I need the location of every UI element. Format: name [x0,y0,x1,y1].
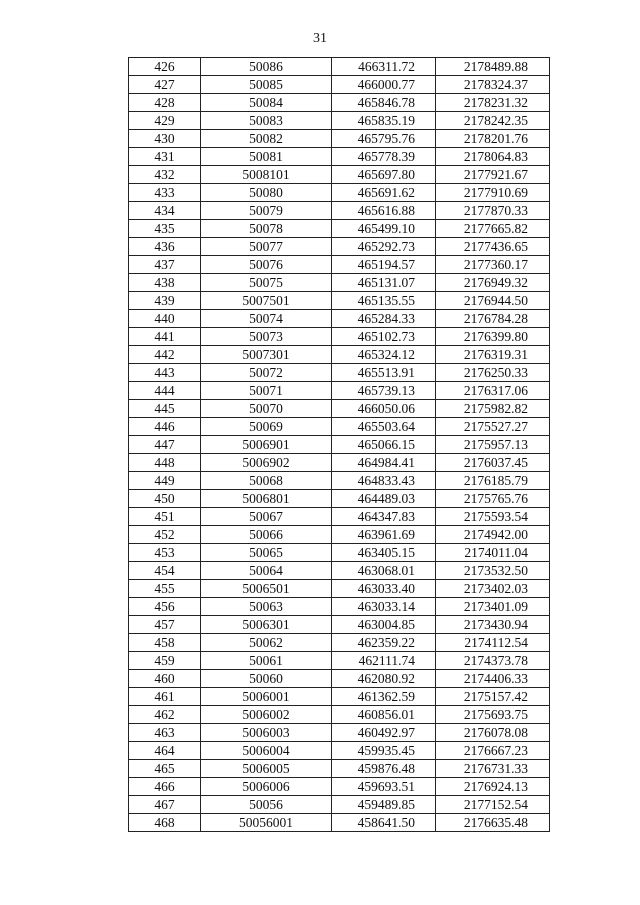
row-index-cell: 452 [129,526,201,544]
point-id-cell: 5006001 [201,688,332,706]
point-id-cell: 5006301 [201,616,332,634]
point-id-cell: 50075 [201,274,332,292]
x-coordinate-cell: 463033.40 [332,580,436,598]
table-row [129,652,550,670]
row-index-cell: 464 [129,742,201,760]
row-index-cell: 459 [129,652,201,670]
x-coordinate-cell: 465778.39 [332,148,436,166]
point-id-cell: 50056001 [201,814,332,832]
point-id-cell: 50063 [201,598,332,616]
x-coordinate-cell: 462080.92 [332,670,436,688]
x-coordinate-cell: 465616.88 [332,202,436,220]
point-id-cell: 50080 [201,184,332,202]
y-coordinate-cell: 2176319.31 [436,346,550,364]
y-coordinate-cell: 2175593.54 [436,508,550,526]
y-coordinate-cell: 2176667.23 [436,742,550,760]
x-coordinate-cell: 463961.69 [332,526,436,544]
y-coordinate-cell: 2173430.94 [436,616,550,634]
x-coordinate-cell: 465066.15 [332,436,436,454]
row-index-cell: 458 [129,634,201,652]
row-index-cell: 448 [129,454,201,472]
table-row [129,76,550,94]
point-id-cell: 50081 [201,148,332,166]
x-coordinate-cell: 464347.83 [332,508,436,526]
x-coordinate-cell: 459935.45 [332,742,436,760]
row-index-cell: 430 [129,130,201,148]
table-row [129,508,550,526]
point-id-cell: 50072 [201,364,332,382]
point-id-cell: 5008101 [201,166,332,184]
table-row [129,526,550,544]
row-index-cell: 435 [129,220,201,238]
point-id-cell: 50066 [201,526,332,544]
x-coordinate-cell: 466000.77 [332,76,436,94]
y-coordinate-cell: 2176924.13 [436,778,550,796]
y-coordinate-cell: 2176944.50 [436,292,550,310]
x-coordinate-cell: 460492.97 [332,724,436,742]
x-coordinate-cell: 465292.73 [332,238,436,256]
row-index-cell: 455 [129,580,201,598]
row-index-cell: 427 [129,76,201,94]
point-id-cell: 50060 [201,670,332,688]
point-id-cell: 50068 [201,472,332,490]
table-row [129,634,550,652]
x-coordinate-cell: 465846.78 [332,94,436,112]
y-coordinate-cell: 2177870.33 [436,202,550,220]
y-coordinate-cell: 2178064.83 [436,148,550,166]
y-coordinate-cell: 2176037.45 [436,454,550,472]
row-index-cell: 443 [129,364,201,382]
point-id-cell: 5006006 [201,778,332,796]
point-id-cell: 50078 [201,220,332,238]
row-index-cell: 449 [129,472,201,490]
coordinates-table [128,57,550,832]
row-index-cell: 440 [129,310,201,328]
x-coordinate-cell: 460856.01 [332,706,436,724]
x-coordinate-cell: 463033.14 [332,598,436,616]
point-id-cell: 50069 [201,418,332,436]
y-coordinate-cell: 2177152.54 [436,796,550,814]
y-coordinate-cell: 2176731.33 [436,760,550,778]
point-id-cell: 50071 [201,382,332,400]
x-coordinate-cell: 459693.51 [332,778,436,796]
x-coordinate-cell: 458641.50 [332,814,436,832]
table-row [129,58,550,76]
row-index-cell: 463 [129,724,201,742]
x-coordinate-cell: 465691.62 [332,184,436,202]
row-index-cell: 441 [129,328,201,346]
point-id-cell: 5007501 [201,292,332,310]
x-coordinate-cell: 465503.64 [332,418,436,436]
point-id-cell: 50064 [201,562,332,580]
y-coordinate-cell: 2173401.09 [436,598,550,616]
y-coordinate-cell: 2175982.82 [436,400,550,418]
table-row [129,364,550,382]
table-row [129,688,550,706]
y-coordinate-cell: 2173532.50 [436,562,550,580]
table-row [129,778,550,796]
table-row [129,436,550,454]
x-coordinate-cell: 464833.43 [332,472,436,490]
point-id-cell: 50056 [201,796,332,814]
x-coordinate-cell: 466050.06 [332,400,436,418]
x-coordinate-cell: 465194.57 [332,256,436,274]
table-row [129,472,550,490]
point-id-cell: 50062 [201,634,332,652]
row-index-cell: 466 [129,778,201,796]
y-coordinate-cell: 2176317.06 [436,382,550,400]
point-id-cell: 50076 [201,256,332,274]
table-row [129,562,550,580]
point-id-cell: 5006004 [201,742,332,760]
point-id-cell: 50074 [201,310,332,328]
x-coordinate-cell: 465284.33 [332,310,436,328]
y-coordinate-cell: 2176250.33 [436,364,550,382]
y-coordinate-cell: 2177360.17 [436,256,550,274]
y-coordinate-cell: 2175957.13 [436,436,550,454]
row-index-cell: 438 [129,274,201,292]
x-coordinate-cell: 459876.48 [332,760,436,778]
point-id-cell: 50077 [201,238,332,256]
row-index-cell: 433 [129,184,201,202]
row-index-cell: 426 [129,58,201,76]
row-index-cell: 444 [129,382,201,400]
table-row [129,760,550,778]
row-index-cell: 436 [129,238,201,256]
table-row [129,94,550,112]
x-coordinate-cell: 465135.55 [332,292,436,310]
row-index-cell: 462 [129,706,201,724]
row-index-cell: 467 [129,796,201,814]
x-coordinate-cell: 465835.19 [332,112,436,130]
table-row [129,544,550,562]
point-id-cell: 50082 [201,130,332,148]
point-id-cell: 5007301 [201,346,332,364]
point-id-cell: 5006902 [201,454,332,472]
row-index-cell: 460 [129,670,201,688]
y-coordinate-cell: 2177921.67 [436,166,550,184]
y-coordinate-cell: 2176949.32 [436,274,550,292]
table-row [129,742,550,760]
table-row [129,670,550,688]
y-coordinate-cell: 2176635.48 [436,814,550,832]
y-coordinate-cell: 2174112.54 [436,634,550,652]
y-coordinate-cell: 2175157.42 [436,688,550,706]
y-coordinate-cell: 2174942.00 [436,526,550,544]
row-index-cell: 461 [129,688,201,706]
table-row [129,382,550,400]
point-id-cell: 50067 [201,508,332,526]
y-coordinate-cell: 2174406.33 [436,670,550,688]
table-row [129,454,550,472]
point-id-cell: 50073 [201,328,332,346]
y-coordinate-cell: 2174011.04 [436,544,550,562]
table-row [129,130,550,148]
row-index-cell: 429 [129,112,201,130]
point-id-cell: 5006005 [201,760,332,778]
row-index-cell: 456 [129,598,201,616]
table-row [129,184,550,202]
table-row [129,256,550,274]
y-coordinate-cell: 2176399.80 [436,328,550,346]
point-id-cell: 50084 [201,94,332,112]
point-id-cell: 50085 [201,76,332,94]
x-coordinate-cell: 465102.73 [332,328,436,346]
y-coordinate-cell: 2175693.75 [436,706,550,724]
x-coordinate-cell: 465795.76 [332,130,436,148]
table-row [129,616,550,634]
y-coordinate-cell: 2173402.03 [436,580,550,598]
x-coordinate-cell: 463068.01 [332,562,436,580]
y-coordinate-cell: 2174373.78 [436,652,550,670]
row-index-cell: 439 [129,292,201,310]
x-coordinate-cell: 463004.85 [332,616,436,634]
table-row [129,580,550,598]
point-id-cell: 50086 [201,58,332,76]
y-coordinate-cell: 2176185.79 [436,472,550,490]
row-index-cell: 428 [129,94,201,112]
x-coordinate-cell: 463405.15 [332,544,436,562]
x-coordinate-cell: 465697.80 [332,166,436,184]
row-index-cell: 442 [129,346,201,364]
y-coordinate-cell: 2176078.08 [436,724,550,742]
y-coordinate-cell: 2177665.82 [436,220,550,238]
x-coordinate-cell: 465513.91 [332,364,436,382]
x-coordinate-cell: 464489.03 [332,490,436,508]
table-row [129,148,550,166]
row-index-cell: 450 [129,490,201,508]
page-number: 31 [313,31,327,46]
point-id-cell: 50079 [201,202,332,220]
x-coordinate-cell: 465324.12 [332,346,436,364]
table-row [129,598,550,616]
table-row [129,418,550,436]
y-coordinate-cell: 2177436.65 [436,238,550,256]
table-row [129,112,550,130]
x-coordinate-cell: 462359.22 [332,634,436,652]
row-index-cell: 434 [129,202,201,220]
x-coordinate-cell: 465739.13 [332,382,436,400]
table-row [129,400,550,418]
point-id-cell: 50083 [201,112,332,130]
table-row [129,346,550,364]
x-coordinate-cell: 465131.07 [332,274,436,292]
table-row [129,310,550,328]
point-id-cell: 5006501 [201,580,332,598]
x-coordinate-cell: 466311.72 [332,58,436,76]
table-row [129,202,550,220]
coordinates-table-body [129,58,550,832]
row-index-cell: 432 [129,166,201,184]
y-coordinate-cell: 2177910.69 [436,184,550,202]
x-coordinate-cell: 464984.41 [332,454,436,472]
point-id-cell: 50061 [201,652,332,670]
point-id-cell: 5006801 [201,490,332,508]
table-row [129,328,550,346]
x-coordinate-cell: 465499.10 [332,220,436,238]
y-coordinate-cell: 2176784.28 [436,310,550,328]
point-id-cell: 5006901 [201,436,332,454]
y-coordinate-cell: 2175765.76 [436,490,550,508]
row-index-cell: 446 [129,418,201,436]
row-index-cell: 451 [129,508,201,526]
table-row [129,706,550,724]
table-row [129,274,550,292]
row-index-cell: 447 [129,436,201,454]
table-row [129,220,550,238]
row-index-cell: 431 [129,148,201,166]
row-index-cell: 453 [129,544,201,562]
table-row [129,796,550,814]
point-id-cell: 5006002 [201,706,332,724]
row-index-cell: 437 [129,256,201,274]
row-index-cell: 445 [129,400,201,418]
x-coordinate-cell: 459489.85 [332,796,436,814]
point-id-cell: 50070 [201,400,332,418]
y-coordinate-cell: 2178242.35 [436,112,550,130]
y-coordinate-cell: 2178324.37 [436,76,550,94]
row-index-cell: 465 [129,760,201,778]
row-index-cell: 454 [129,562,201,580]
table-row [129,724,550,742]
table-row [129,292,550,310]
table-row [129,490,550,508]
row-index-cell: 468 [129,814,201,832]
y-coordinate-cell: 2178489.88 [436,58,550,76]
y-coordinate-cell: 2175527.27 [436,418,550,436]
y-coordinate-cell: 2178231.32 [436,94,550,112]
table-row [129,238,550,256]
table-row [129,814,550,832]
point-id-cell: 50065 [201,544,332,562]
table-row [129,166,550,184]
x-coordinate-cell: 461362.59 [332,688,436,706]
point-id-cell: 5006003 [201,724,332,742]
x-coordinate-cell: 462111.74 [332,652,436,670]
row-index-cell: 457 [129,616,201,634]
y-coordinate-cell: 2178201.76 [436,130,550,148]
